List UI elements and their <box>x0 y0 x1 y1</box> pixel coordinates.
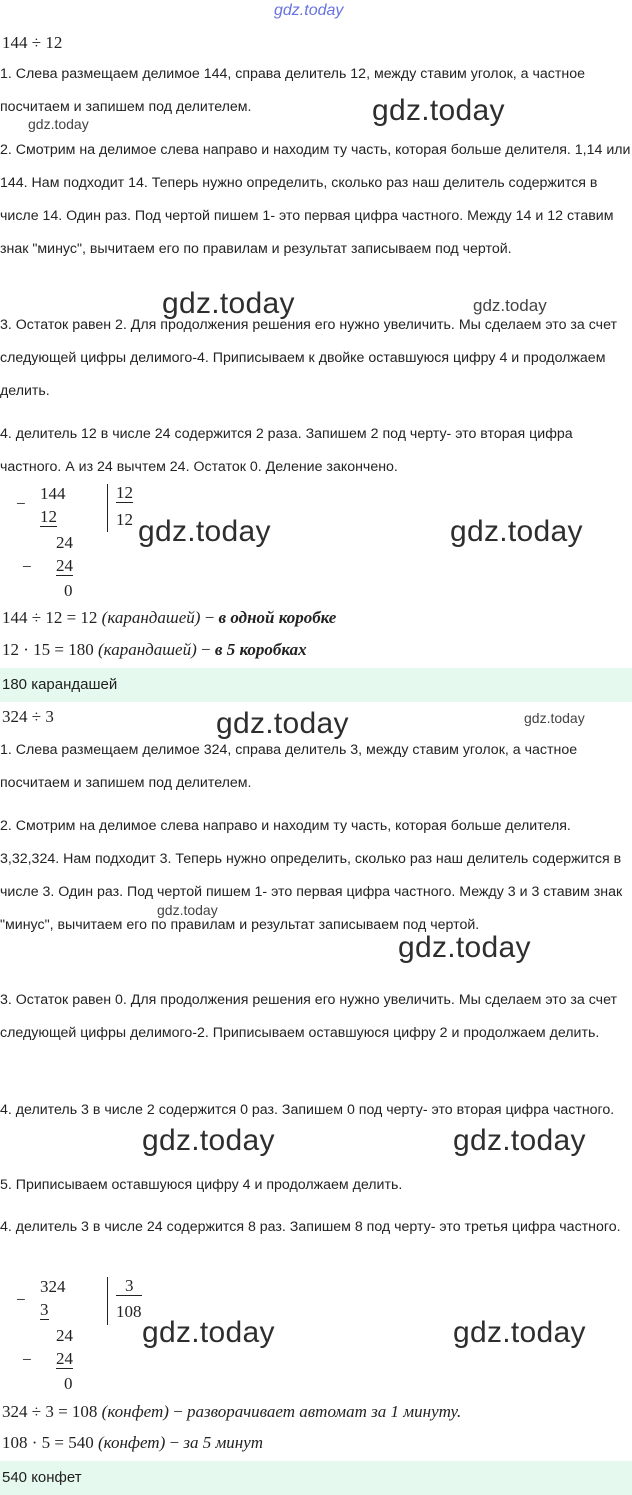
task1-equation-2 <box>2 640 307 660</box>
task1-expression: 144 ÷ 12 <box>2 33 63 52</box>
div1-minus-1: − <box>16 494 26 513</box>
watermark-top: gdz.today <box>274 2 344 19</box>
watermark: gdz.today <box>398 931 531 964</box>
eq-dash: − <box>165 1433 184 1452</box>
eq-unit: (конфет) <box>101 1402 169 1421</box>
eq-dash: − <box>168 1402 187 1421</box>
div2-corner-line <box>107 1277 108 1325</box>
div1-divisor: 12 <box>116 483 133 502</box>
div2-rem-1: 24 <box>56 1326 73 1345</box>
eq-unit: (конфет) <box>98 1433 166 1452</box>
div2-quotient: 108 <box>116 1302 142 1321</box>
watermark: gdz.today <box>453 1316 586 1349</box>
eq-expression: 108 · 5 = 540 <box>2 1433 98 1452</box>
watermark: gdz.today <box>142 1124 275 1157</box>
eq-expression: 324 ÷ 3 = 108 <box>2 1402 102 1421</box>
div1-dividend: 144 <box>40 484 66 503</box>
task2-step-5: 5. Приписываем оставшуюся цифру 4 и продолжаем делить. <box>0 1177 403 1193</box>
eq-expression: 12 · 15 = 180 <box>2 640 98 659</box>
task1-step-2: 2. Смотрим на делимое слева направо и находим ту часть, которая больше делителя. 1,14 или 144. Нам подходит 14. Теперь нужно определить, сколько раз наш делитель содержится в числе 14. Один раз. Под чертой пишем 1- это первая цифра частного. Между 14 и 12 ставим знак "минус", вычитаем его по правилам и результат записываем под чертой. <box>0 142 631 257</box>
div2-rem-2: 0 <box>64 1374 73 1393</box>
div2-minus-2: − <box>22 1350 32 1369</box>
task1-answer: 180 карандашей <box>0 668 632 702</box>
eq-note: в одной коробке <box>218 608 337 627</box>
task2-equation-1 <box>2 1402 461 1422</box>
div1-sub-1: 12 <box>40 507 57 526</box>
watermark: gdz.today <box>524 710 585 726</box>
task2-step-1: 1. Слева размещаем делимое 324, справа делитель 3, между ставим уголок, а частное посчитаем и запишем под делителем. <box>0 742 578 791</box>
watermark: gdz.today <box>473 296 547 315</box>
eq-unit: (карандашей) <box>101 608 201 627</box>
task2-answer: 540 конфет <box>0 1461 632 1495</box>
task1-equation-1 <box>2 608 336 628</box>
task2-equation-2 <box>2 1433 263 1453</box>
task1-step-3: 3. Остаток равен 2. Для продолжения решения его нужно увеличить. Мы сделаем это за счет следующей цифры делимого-4. Приписываем к двойке оставшуюся цифру 4 и продолжаем делить. <box>0 317 617 399</box>
div1-quotient: 12 <box>116 510 133 529</box>
watermark: gdz.today <box>162 287 295 320</box>
task2-step-4: 4. делитель 3 в числе 2 содержится 0 раз. Запишем 0 под черту- это вторая цифра частного. <box>0 1102 615 1118</box>
eq-unit: (карандашей) <box>98 640 197 659</box>
eq-dash: − <box>196 640 215 659</box>
eq-note: за 5 минут <box>183 1433 264 1452</box>
watermark: gdz.today <box>157 902 218 918</box>
task2-step-2: 2. Смотрим на делимое слева направо и находим ту часть, которая больше делителя. 3,32,324. Нам подходит 3. Теперь нужно определить, сколько раз наш делитель содержится в числе 3. Один раз. Под чертой пишем 1- это первая цифра частного. Между 3 и 3 ставим знак "минус", вычитаем его по правилам и результат записываем под чертой. <box>0 818 623 933</box>
watermark: gdz.today <box>138 515 271 548</box>
task2-step-6: 4. делитель 3 в числе 24 содержится 8 раз. Запишем 8 под черту- это третья цифра частного. <box>0 1219 621 1235</box>
eq-dash: − <box>200 608 219 627</box>
watermark: gdz.today <box>142 1316 275 1349</box>
div1-minus-2: − <box>22 557 32 576</box>
watermark: gdz.today <box>450 515 583 548</box>
eq-note: разворачивает автомат за 1 минуту. <box>187 1402 462 1421</box>
div1-corner-line <box>107 484 108 532</box>
eq-expression: 144 ÷ 12 = 12 <box>2 608 102 627</box>
eq-note: в 5 коробках <box>214 640 307 659</box>
div1-rem-1: 24 <box>56 533 73 552</box>
div2-sub-2: 24 <box>56 1349 73 1368</box>
watermark: gdz.today <box>216 707 349 740</box>
watermark: gdz.today <box>28 116 89 132</box>
div2-dividend: 324 <box>40 1277 66 1296</box>
task2-step-3: 3. Остаток равен 0. Для продолжения решения его нужно увеличить. Мы сделаем это за счет следующей цифры делимого-2. Приписываем оставшуюся цифру 2 и продолжаем делить. <box>0 992 617 1041</box>
watermark: gdz.today <box>453 1124 586 1157</box>
div1-rem-2: 0 <box>64 581 73 600</box>
watermark: gdz.today <box>372 94 505 127</box>
task1-step-1: 1. Слева размещаем делимое 144, справа делитель 12, между ставим уголок, а частное посчитаем и запишем под делителем. <box>0 66 585 115</box>
div2-sub-1: 3 <box>40 1300 49 1319</box>
div1-sub-2: 24 <box>56 556 73 575</box>
div2-divisor: 3 <box>116 1277 142 1296</box>
task2-expression: 324 ÷ 3 <box>2 707 54 726</box>
task1-step-4: 4. делитель 12 в числе 24 содержится 2 раза. Запишем 2 под черту- это вторая цифра частного. А из 24 вычтем 24. Остаток 0. Деление закончено. <box>0 426 573 475</box>
div2-minus-1: − <box>16 1290 26 1309</box>
